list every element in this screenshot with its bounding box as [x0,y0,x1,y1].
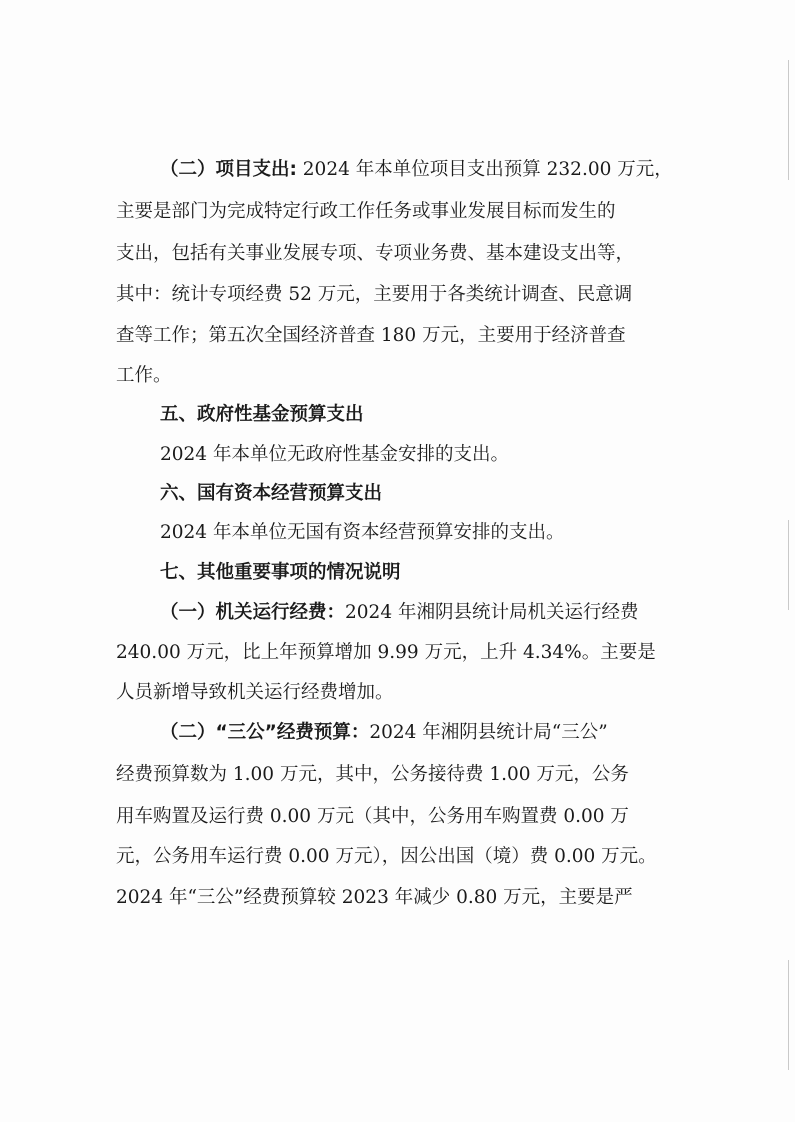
paragraph-line: 经费预算数为 1.00 万元，其中，公务接待费 1.00 万元，公务 [116,764,629,785]
paragraph-line: 元，公务用车运行费 0.00 万元），因公出国（境）费 0.00 万元。 [116,846,657,867]
section-heading-state-capital: 六、国有资本经营预算支出 [160,483,383,504]
section-heading-government-fund: 五、政府性基金预算支出 [160,404,364,425]
paragraph-line: 用车购置及运行费 0.00 万元（其中，公务用车购置费 0.00 万 [116,806,629,827]
project-expenditure-text: 2024 年本单位项目支出预算 232.00 万元， [296,159,673,180]
section-heading-other-matters: 七、其他重要事项的情况说明 [160,562,401,583]
operating-expense-label: （一）机关运行经费： [160,602,346,623]
paragraph-line: 2024 年本单位无国有资本经营预算安排的支出。 [160,522,565,543]
paragraph-line: 其中：统计专项经费 52 万元，主要用于各类统计调查、民意调 [116,284,633,305]
three-public-text: 2024 年湘阴县统计局“三公” [369,722,608,743]
three-public-label: （二）“三公”经费预算： [160,722,370,743]
scan-artifact [788,60,789,180]
paragraph-line: 主要是部门为完成特定行政工作任务或事业发展目标而发生的 [116,201,616,222]
operating-expense-text: 2024 年湘阴县统计局机关运行经费 [345,602,639,623]
paragraph-line: 支出，包括有关事业发展专项、专项业务费、基本建设支出等， [116,243,635,264]
operating-expense-line-1 [160,601,638,625]
scan-artifact [788,960,789,1070]
paragraph-line: 工作。 [116,365,172,386]
paragraph-line: 240.00 万元，比上年预算增加 9.99 万元，上升 4.34%。主要是 [116,642,656,663]
project-expenditure-line-1 [160,158,673,182]
project-expenditure-label: （二）项目支出: [160,159,297,180]
scan-artifact [788,520,789,610]
paragraph-line: 人员新增导致机关运行经费增加。 [116,682,394,703]
paragraph-line: 2024 年“三公”经费预算较 2023 年减少 0.80 万元，主要是严 [116,887,633,908]
paragraph-line: 2024 年本单位无政府性基金安排的支出。 [160,444,509,465]
three-public-line-1 [160,721,608,745]
paragraph-line: 查等工作；第五次全国经济普查 180 万元，主要用于经济普查 [116,325,626,346]
